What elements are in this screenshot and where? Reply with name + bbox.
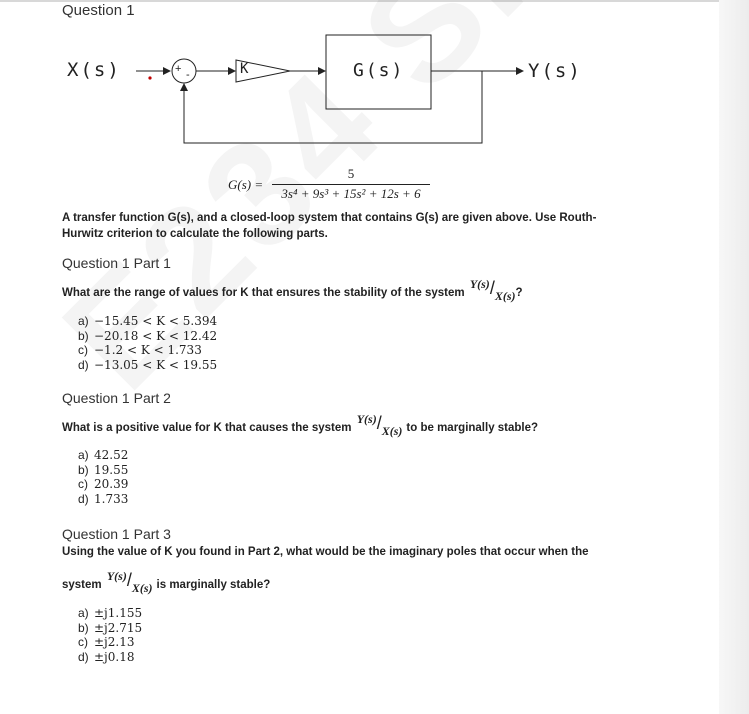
part2-frac-slash: / — [376, 413, 382, 433]
part2-option-a[interactable] — [78, 448, 128, 463]
tf-denominator: 3s⁴ + 9s³ + 15s² + 12s + 6 — [281, 186, 421, 201]
part3-options — [78, 606, 142, 664]
option-text: ±j2.715 — [94, 620, 143, 635]
option-text: 19.55 — [94, 462, 129, 477]
intro-line-1: A transfer function G(s), and a closed-loop system that contains G(s) are given above. Use Routh- — [62, 212, 597, 224]
part1-title: Question 1 Part 1 — [62, 255, 171, 271]
option-label: b) — [78, 620, 89, 635]
part1-option-c[interactable] — [78, 343, 217, 358]
question-title: Question 1 — [62, 2, 135, 19]
part3-frac-slash: / — [126, 570, 132, 590]
gain-label: K — [240, 61, 249, 77]
option-text: ±j1.155 — [94, 606, 143, 620]
part1-frac-slash: / — [489, 278, 495, 298]
part2-frac-den: X(s) — [381, 424, 403, 438]
part2-question-text: What is a positive value for K that causes the system — [62, 422, 352, 434]
option-label: a) — [78, 448, 89, 462]
part3-option-a[interactable] — [78, 606, 142, 621]
part3-question-end: is marginally stable? — [156, 579, 271, 591]
option-label: b) — [78, 328, 89, 343]
option-text: 42.52 — [94, 448, 129, 462]
option-label: a) — [78, 314, 89, 328]
feedback-path — [184, 71, 482, 143]
option-label: c) — [78, 343, 88, 357]
part2-question — [62, 412, 539, 438]
part2-option-d[interactable] — [78, 492, 128, 507]
option-label: c) — [78, 477, 88, 491]
block-diagram — [0, 0, 749, 150]
part3-option-d[interactable] — [78, 650, 142, 665]
part2-title: Question 1 Part 2 — [62, 390, 171, 406]
part2-option-b[interactable] — [78, 463, 128, 478]
part2-frac-num: Y(s) — [356, 412, 377, 426]
part1-option-b[interactable] — [78, 329, 217, 344]
option-text: ±j2.13 — [94, 635, 135, 649]
part1-frac-num: Y(s) — [469, 277, 490, 291]
output-label: Y(s) — [528, 60, 582, 82]
option-text: −1.2 < K < 1.733 — [94, 343, 202, 357]
tf-fraction-bar — [272, 184, 430, 185]
part1-option-a[interactable] — [78, 314, 217, 329]
option-text: ±j0.18 — [94, 649, 135, 664]
option-text: −15.45 < K < 5.394 — [94, 314, 218, 328]
tf-numerator: 5 — [347, 166, 355, 181]
part2-question-end: to be marginally stable? — [406, 422, 539, 434]
plant-label: G(s) — [353, 60, 405, 81]
part1-question-end: ? — [515, 287, 523, 299]
option-text: 1.733 — [94, 491, 129, 506]
option-text: −20.18 < K < 12.42 — [94, 328, 218, 343]
intro-line-2: Hurwitz criterion to calculate the following parts. — [62, 228, 328, 240]
part2-options — [78, 448, 128, 506]
input-label: X(s) — [67, 59, 121, 81]
option-text: 20.39 — [94, 477, 129, 491]
red-dot — [148, 76, 151, 79]
part3-question-text: system — [62, 579, 102, 591]
part1-frac-den: X(s) — [494, 289, 516, 303]
part1-question — [62, 277, 523, 303]
option-label: d) — [78, 649, 89, 664]
tf-lhs: G(s) = — [228, 177, 264, 192]
option-label: d) — [78, 491, 89, 506]
option-label: b) — [78, 462, 89, 477]
part3-option-b[interactable] — [78, 621, 142, 636]
part3-question-line-1: Using the value of K you found in Part 2, what would be the imaginary poles that occur when the — [62, 546, 589, 558]
part3-option-c[interactable] — [78, 635, 142, 650]
part3-question-line-2 — [62, 569, 271, 595]
part1-question-text: What are the range of values for K that ensures the stability of the system — [62, 287, 465, 299]
part3-title: Question 1 Part 3 — [62, 526, 171, 542]
option-text: −13.05 < K < 19.55 — [94, 357, 218, 372]
summing-plus: + — [175, 63, 182, 75]
part1-options — [78, 314, 217, 372]
option-label: d) — [78, 357, 89, 372]
part3-frac-den: X(s) — [131, 581, 153, 595]
part1-option-d[interactable] — [78, 358, 217, 373]
summing-minus: - — [186, 69, 190, 81]
part2-option-c[interactable] — [78, 477, 128, 492]
option-label: a) — [78, 606, 89, 620]
part3-frac-num: Y(s) — [106, 569, 127, 583]
option-label: c) — [78, 635, 88, 649]
